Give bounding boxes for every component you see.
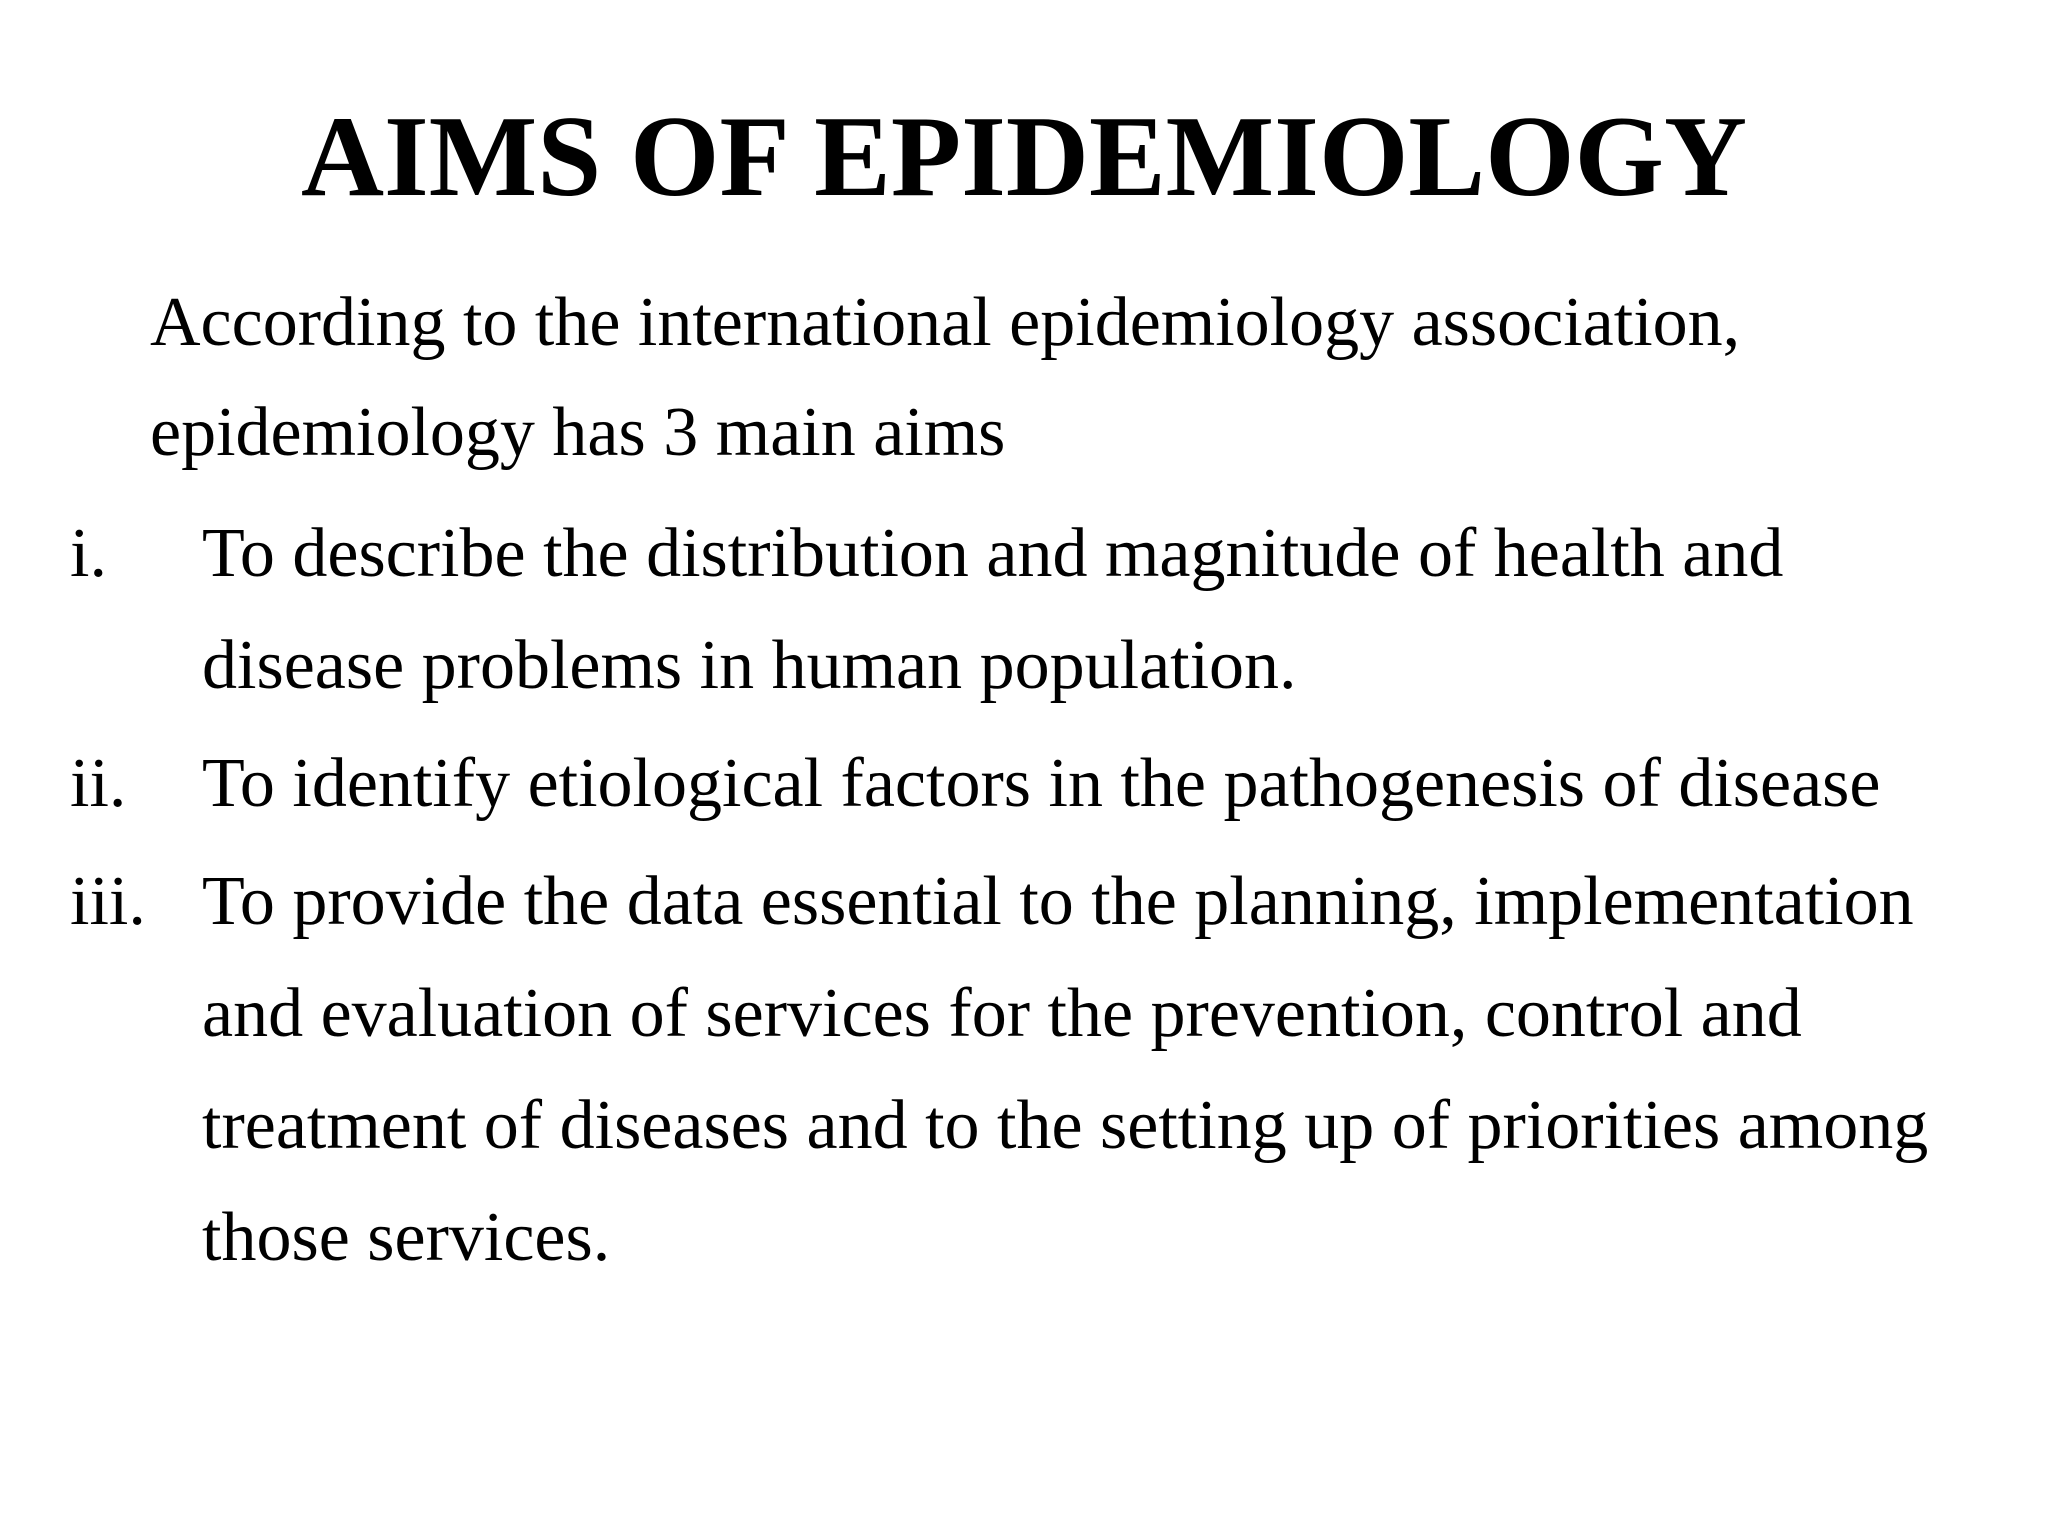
aim-text: To describe the distribution and magnitude of health and disease problems in human population.	[202, 515, 1784, 704]
aim-numeral: iii.	[70, 863, 146, 940]
aim-text: To provide the data essential to the planning, implementation and evaluation of services for the prevention, control and treatment of diseases and to the setting up of priorities among those services.	[202, 863, 1929, 1276]
aim-item-3	[70, 846, 1990, 1294]
slide-title: AIMS OF EPIDEMIOLOGY	[300, 93, 1748, 220]
aim-numeral: i.	[70, 515, 107, 592]
aims-list	[70, 498, 1990, 1300]
intro-paragraph: According to the international epidemiology association, epidemiology has 3 main aims	[150, 284, 1741, 471]
aim-numeral: ii.	[70, 745, 127, 822]
aim-item-2	[70, 728, 1990, 840]
aim-item-1	[70, 498, 1990, 722]
aim-text: To identify etiological factors in the pathogenesis of disease	[202, 745, 1881, 822]
